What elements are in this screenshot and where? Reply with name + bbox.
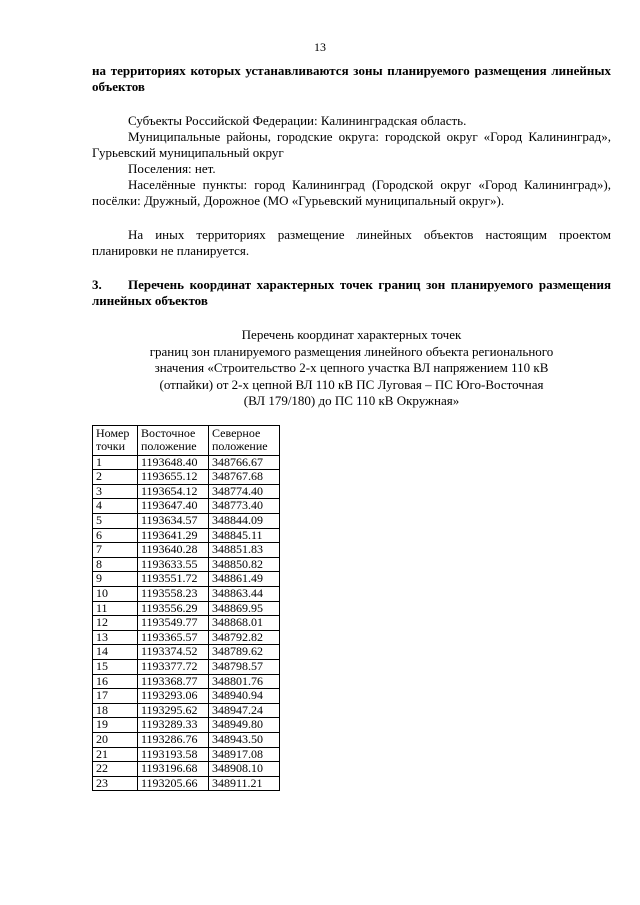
districts-paragraph: Муниципальные районы, городские округа: городской округ «Город Калининград», Гурьевский муниципальный округ	[92, 129, 611, 160]
table-row	[93, 732, 280, 747]
cell-point-number: 9	[93, 572, 138, 587]
table-row	[93, 499, 280, 514]
table-row	[93, 514, 280, 529]
cell-point-number: 21	[93, 747, 138, 762]
cell-north: 348850.82	[209, 557, 280, 572]
table-row	[93, 776, 280, 791]
cell-north: 348767.68	[209, 470, 280, 485]
cell-point-number: 20	[93, 732, 138, 747]
cell-north: 348792.82	[209, 630, 280, 645]
coordinates-table	[92, 425, 280, 792]
cell-north: 348908.10	[209, 762, 280, 777]
cell-east: 1193365.57	[138, 630, 209, 645]
cell-north: 348911.21	[209, 776, 280, 791]
table-title-line: границ зон планируемого размещения линейного объекта регионального	[149, 343, 554, 359]
cell-east: 1193286.76	[138, 732, 209, 747]
cell-point-number: 7	[93, 543, 138, 558]
table-header-row	[93, 425, 280, 455]
cell-east: 1193368.77	[138, 674, 209, 689]
localities-paragraph: Населённые пункты: город Калининград (Городской округ «Город Калининград»), посёлки: Дружный, Дорожное (МО «Гурьевский муниципальный округ»).	[92, 177, 611, 208]
cell-north: 348868.01	[209, 616, 280, 631]
cell-point-number: 19	[93, 718, 138, 733]
table-row	[93, 470, 280, 485]
cell-north: 348798.57	[209, 660, 280, 675]
cell-east: 1193633.55	[138, 557, 209, 572]
cell-east: 1193289.33	[138, 718, 209, 733]
table-row	[93, 660, 280, 675]
cell-north: 348861.49	[209, 572, 280, 587]
cell-north: 348917.08	[209, 747, 280, 762]
intro-heading: на территориях которых устанавливаются зоны планируемого размещения линейных объектов	[92, 63, 611, 94]
table-title-line: значения «Строительство 2-х цепного участка ВЛ напряжением 110 кВ	[154, 360, 549, 375]
cell-point-number: 13	[93, 630, 138, 645]
cell-north: 348789.62	[209, 645, 280, 660]
cell-north: 348943.50	[209, 732, 280, 747]
cell-north: 348851.83	[209, 543, 280, 558]
cell-point-number: 16	[93, 674, 138, 689]
table-row	[93, 616, 280, 631]
cell-east: 1193551.72	[138, 572, 209, 587]
section-heading	[92, 277, 611, 309]
cell-point-number: 17	[93, 689, 138, 704]
table-row	[93, 572, 280, 587]
cell-east: 1193647.40	[138, 499, 209, 514]
cell-point-number: 18	[93, 703, 138, 718]
table-row	[93, 455, 280, 470]
cell-north: 348940.94	[209, 689, 280, 704]
cell-north: 348801.76	[209, 674, 280, 689]
header-north: Северное положение	[209, 425, 280, 455]
cell-point-number: 14	[93, 645, 138, 660]
cell-point-number: 22	[93, 762, 138, 777]
table-row	[93, 557, 280, 572]
cell-east: 1193655.12	[138, 470, 209, 485]
cell-point-number: 11	[93, 601, 138, 616]
section-number: 3.	[92, 277, 102, 292]
cell-east: 1193648.40	[138, 455, 209, 470]
table-row	[93, 689, 280, 704]
cell-east: 1193196.68	[138, 762, 209, 777]
cell-east: 1193374.52	[138, 645, 209, 660]
section-title: Перечень координат характерных точек границ зон планируемого размещения линейных объектов	[92, 277, 611, 308]
table-row	[93, 747, 280, 762]
cell-north: 348774.40	[209, 484, 280, 499]
table-row	[93, 703, 280, 718]
cell-east: 1193377.72	[138, 660, 209, 675]
document-body	[92, 63, 611, 791]
cell-point-number: 10	[93, 587, 138, 602]
header-east: Восточное положение	[138, 425, 209, 455]
cell-point-number: 4	[93, 499, 138, 514]
cell-east: 1193641.29	[138, 528, 209, 543]
cell-east: 1193558.23	[138, 587, 209, 602]
table-title	[92, 327, 611, 410]
cell-north: 348947.24	[209, 703, 280, 718]
other-territories-paragraph: На иных территориях размещение линейных объектов настоящим проектом планировки не планируется.	[92, 227, 611, 258]
table-row	[93, 528, 280, 543]
table-title-line: Перечень координат характерных точек	[241, 327, 462, 342]
cell-east: 1193549.77	[138, 616, 209, 631]
cell-north: 348869.95	[209, 601, 280, 616]
table-body	[93, 455, 280, 791]
table-row	[93, 543, 280, 558]
table-row	[93, 762, 280, 777]
cell-point-number: 5	[93, 514, 138, 529]
table-row	[93, 718, 280, 733]
cell-point-number: 12	[93, 616, 138, 631]
cell-east: 1193556.29	[138, 601, 209, 616]
table-title-line: (ВЛ 179/180) до ПС 110 кВ Окружная»	[243, 393, 460, 408]
cell-north: 348773.40	[209, 499, 280, 514]
table-row	[93, 630, 280, 645]
cell-north: 348845.11	[209, 528, 280, 543]
cell-point-number: 8	[93, 557, 138, 572]
cell-point-number: 23	[93, 776, 138, 791]
table-row	[93, 587, 280, 602]
header-point-number: Номер точки	[93, 425, 138, 455]
cell-point-number: 1	[93, 455, 138, 470]
cell-north: 348863.44	[209, 587, 280, 602]
table-row	[93, 674, 280, 689]
table-row	[93, 484, 280, 499]
table-row	[93, 601, 280, 616]
cell-north: 348766.67	[209, 455, 280, 470]
cell-east: 1193654.12	[138, 484, 209, 499]
cell-east: 1193193.58	[138, 747, 209, 762]
cell-point-number: 15	[93, 660, 138, 675]
cell-east: 1193205.66	[138, 776, 209, 791]
settlements-paragraph: Поселения: нет.	[128, 161, 216, 176]
cell-north: 348949.80	[209, 718, 280, 733]
table-row	[93, 645, 280, 660]
page-number: 13	[314, 40, 326, 54]
cell-east: 1193640.28	[138, 543, 209, 558]
table-title-line: (отпайки) от 2-х цепной ВЛ 110 кВ ПС Луговая – ПС Юго-Восточная	[159, 376, 544, 392]
subjects-paragraph: Субъекты Российской Федерации: Калининградская область.	[128, 113, 467, 128]
cell-east: 1193295.62	[138, 703, 209, 718]
cell-point-number: 6	[93, 528, 138, 543]
cell-point-number: 2	[93, 470, 138, 485]
cell-east: 1193634.57	[138, 514, 209, 529]
cell-east: 1193293.06	[138, 689, 209, 704]
cell-north: 348844.09	[209, 514, 280, 529]
cell-point-number: 3	[93, 484, 138, 499]
